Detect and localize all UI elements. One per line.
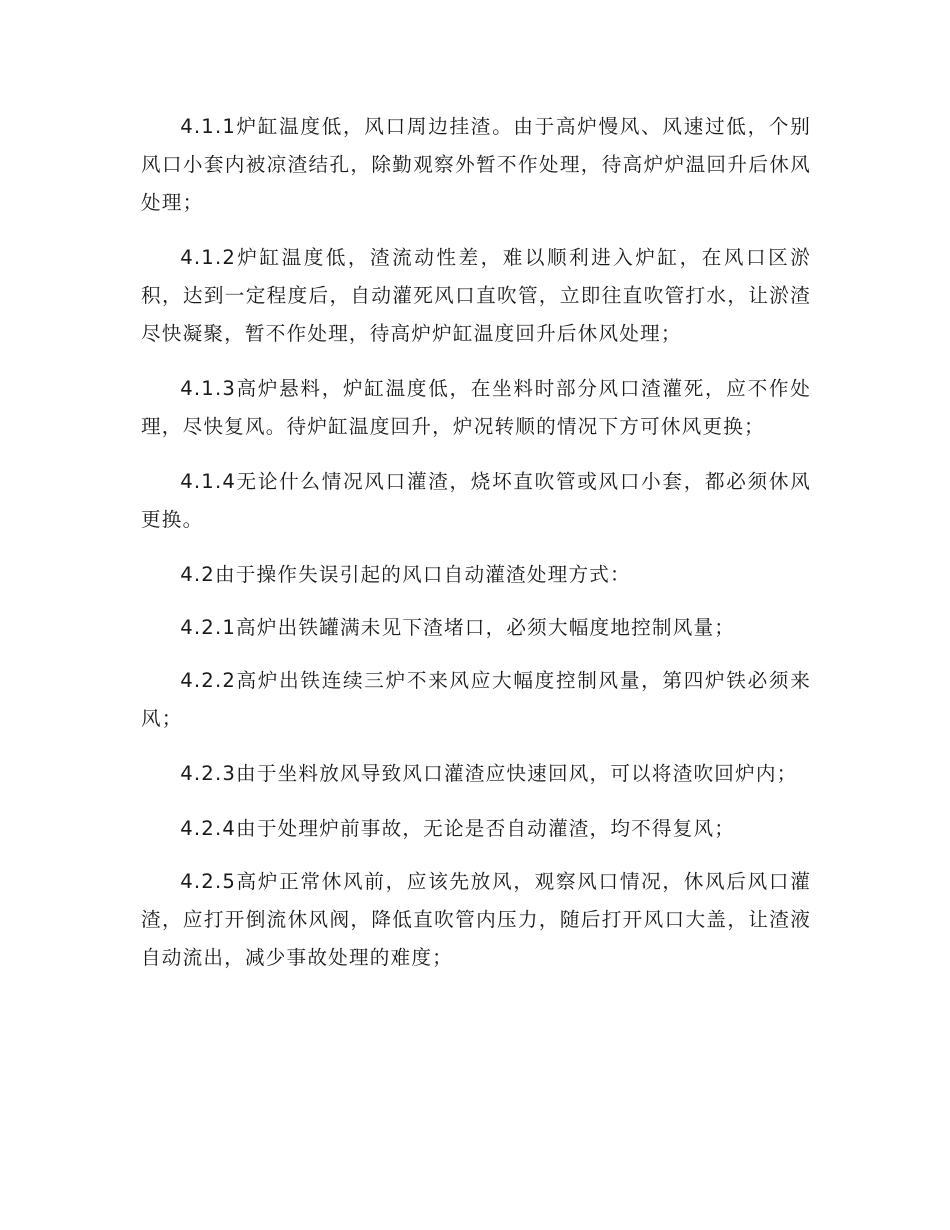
paragraph-4-2: 4.2由于操作失误引起的风口自动灌渣处理方式：	[180, 563, 631, 586]
paragraph-4-1-2: 4.1.2炉缸温度低，渣流动性差，难以顺利进入炉缸，在风口区淤积，达到一定程度后，自动灌死风口直吹管，立即往直吹管打水，让淤渣尽快凝聚，暂不作处理，待高炉炉缸温度回升后休风处理；	[141, 246, 811, 345]
paragraph-4-2-1: 4.2.1高炉出铁罐满未见下渣堵口，必须大幅度地控制风量；	[180, 616, 736, 639]
paragraph-4-2-5: 4.2.5高炉正常休风前，应该先放风，观察风口情况，休风后风口灌渣，应打开倒流休风阀，降低直吹管内压力，随后打开风口大盖，让渣液自动流出，减少事故处理的难度；	[141, 870, 811, 969]
paragraph-4-1-4: 4.1.4无论什么情况风口灌渣，烧坏直吹管或风口小套，都必须休风更换。	[141, 470, 811, 531]
paragraph-4-1-3: 4.1.3高炉悬料，炉缸温度低，在坐料时部分风口渣灌死，应不作处理，尽快复风。待炉缸温度回升，炉况转顺的情况下方可休风更换；	[141, 377, 811, 438]
paragraph-4-1-1: 4.1.1炉缸温度低，风口周边挂渣。由于高炉慢风、风速过低，个别风口小套内被凉渣结孔，除勤观察外暂不作处理，待高炉炉温回升后休风处理；	[141, 115, 811, 214]
paragraph-4-2-3: 4.2.3由于坐料放风导致风口灌渣应快速回风，可以将渣吹回炉内；	[180, 762, 798, 785]
paragraph-4-2-2: 4.2.2高炉出铁连续三炉不来风应大幅度控制风量，第四炉铁必须来风；	[141, 669, 811, 730]
paragraph-4-2-4: 4.2.4由于处理炉前事故，无论是否自动灌渣，均不得复风；	[180, 817, 736, 840]
document-body	[141, 108, 811, 994]
